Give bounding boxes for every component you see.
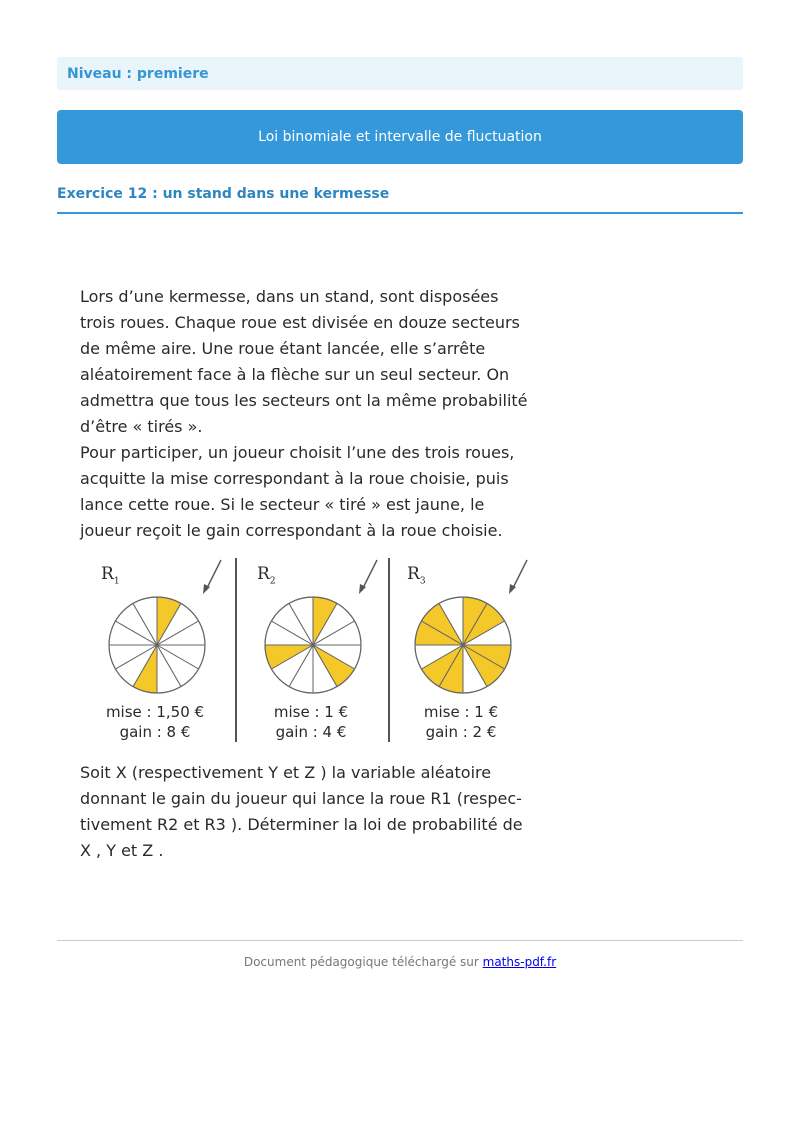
statement-line: Pour participer, un joueur choisit l’une des trois roues,	[80, 443, 515, 462]
wheel-r2-mise: mise : 1 €	[273, 703, 349, 721]
statement-line: acquitte la mise correspondant à la roue choisie, puis	[80, 469, 509, 488]
footer	[57, 955, 743, 969]
wheel-separator	[388, 558, 390, 742]
question-line: Soit X (respectivement Y et Z ) la variable aléatoire	[80, 763, 492, 782]
wheel-r2	[251, 556, 391, 746]
level-label: Niveau : premiere	[67, 65, 209, 82]
wheels-figure	[95, 556, 545, 746]
statement-line: aléatoirement face à la flèche sur un seul secteur. On	[80, 365, 510, 384]
pointer-arrow-shaft	[362, 560, 377, 590]
footer-link[interactable]: maths-pdf.fr	[482, 955, 557, 969]
wheel-r1-mise: mise : 1,50 €	[105, 703, 205, 721]
statement-line: de même aire. Une roue étant lancée, elle s’arrête	[80, 339, 486, 358]
statement-line: d’être « tirés ».	[80, 417, 203, 436]
chapter-title-banner	[57, 110, 743, 164]
wheel-r1-label: $R_1$	[101, 564, 120, 587]
statement-line: joueur reçoit le gain correspondant à la roue choisie.	[80, 521, 503, 540]
wheel-r2-label: $R_2$	[257, 564, 276, 587]
footer-text: Document pédagogique téléchargé sur	[243, 955, 483, 969]
pointer-arrow-shaft	[206, 560, 221, 590]
question-line: donnant le gain du joueur qui lance la roue R1 (respec-	[80, 789, 522, 808]
wheel-r1-caption	[95, 702, 215, 742]
statement-line: admettra que tous les secteurs ont la même probabilité	[80, 391, 528, 410]
chapter-title: Loi binomiale et intervalle de fluctuation	[258, 129, 542, 145]
pointer-arrow-shaft	[512, 560, 527, 590]
exercise-statement	[80, 284, 560, 544]
wheel-r2-caption	[251, 702, 371, 742]
question-line: tivement R2 et R3 ). Déterminer la loi de probabilité de	[80, 815, 523, 834]
wheel-r2-gain: gain : 4 €	[275, 723, 347, 741]
wheel-r1	[95, 556, 235, 746]
statement-line: lance cette roue. Si le secteur « tiré » est jaune, le	[80, 495, 485, 514]
footer-divider	[57, 940, 743, 941]
statement-line: trois roues. Chaque roue est divisée en douze secteurs	[80, 313, 520, 332]
statement-line: Lors d’une kermesse, dans un stand, sont disposées	[80, 287, 499, 306]
exercise-question	[80, 760, 560, 864]
level-banner	[57, 57, 743, 90]
wheel-r3	[401, 556, 541, 746]
wheel-r1-gain: gain : 8 €	[119, 723, 191, 741]
wheel-separator	[235, 558, 237, 742]
wheel-r3-caption	[401, 702, 521, 742]
exercise-title: Exercice 12 : un stand dans une kermesse	[57, 186, 390, 202]
wheel-r3-gain: gain : 2 €	[425, 723, 497, 741]
exercise-divider	[57, 212, 743, 214]
wheel-r3-mise: mise : 1 €	[423, 703, 499, 721]
question-line: X , Y et Z .	[80, 841, 164, 860]
wheel-r3-label: $R_3$	[407, 564, 426, 587]
